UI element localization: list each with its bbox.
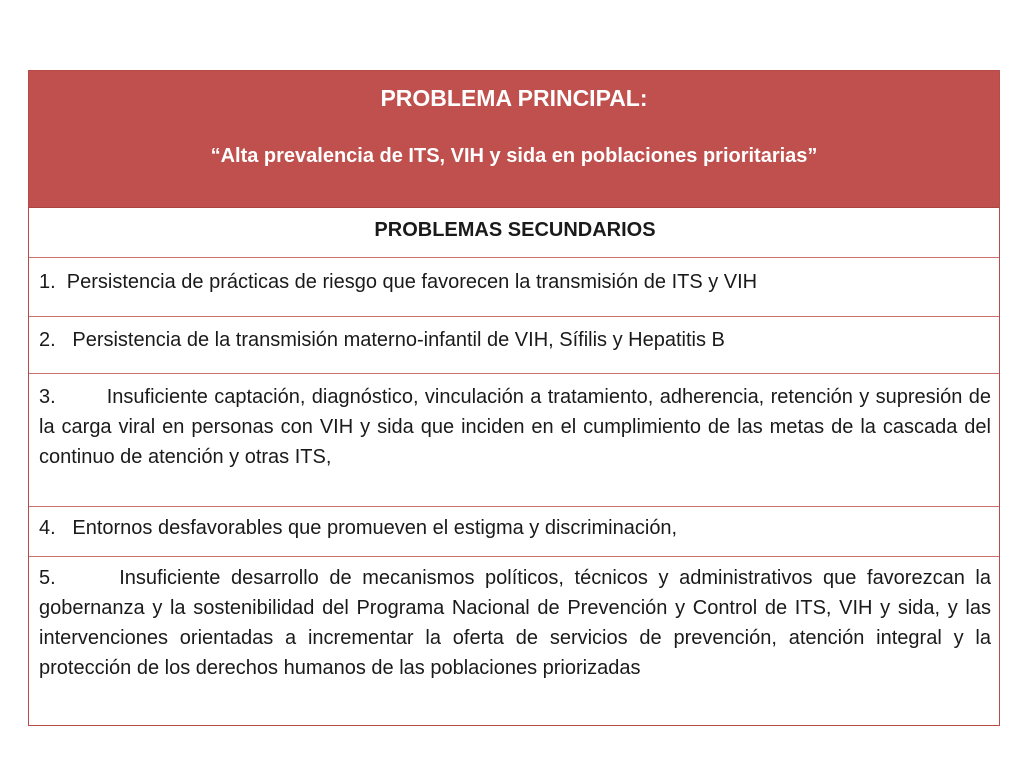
item-text: Persistencia de la transmisión materno-infantil de VIH, Sífilis y Hepatitis B xyxy=(72,329,725,351)
item-number: 2. xyxy=(39,329,73,351)
item-number: 1. xyxy=(39,271,67,293)
problems-table xyxy=(28,70,1000,726)
secondary-problem-item xyxy=(29,258,999,317)
item-text: Insuficiente desarrollo de mecanismos políticos, técnicos y administrativos que favorezcan la gobernanza y la sostenibilidad del Programa Nacional de Prevención y Control de ITS, VIH y sida, y las intervenciones orientadas a incrementar la oferta de servicios de prevención, atención integral y la protección de los derechos humanos de las poblaciones priorizadas xyxy=(39,567,991,679)
main-problem-statement: “Alta prevalencia de ITS, VIH y sida en poblaciones prioritarias” xyxy=(210,145,818,167)
main-problem-header xyxy=(29,71,999,208)
main-problem-title: PROBLEMA PRINCIPAL: xyxy=(380,85,648,111)
secondary-problems-title: PROBLEMAS SECUNDARIOS xyxy=(29,208,999,258)
item-text: Persistencia de prácticas de riesgo que favorecen la transmisión de ITS y VIH xyxy=(66,271,758,293)
item-number: 5. xyxy=(39,567,120,589)
secondary-problem-item xyxy=(29,507,999,557)
secondary-problem-item xyxy=(29,374,999,507)
item-number: 4. xyxy=(39,517,73,539)
secondary-problem-item xyxy=(29,317,999,374)
item-text: Entornos desfavorables que promueven el estigma y discriminación, xyxy=(72,517,678,539)
secondary-problem-item xyxy=(29,557,999,725)
item-text: Insuficiente captación, diagnóstico, vinculación a tratamiento, adherencia, retención y supresión de la carga viral en personas con VIH y sida que inciden en el cumplimiento de las metas de la cascada del continuo de atención y otras ITS, xyxy=(39,386,991,468)
item-number: 3. xyxy=(39,386,107,408)
